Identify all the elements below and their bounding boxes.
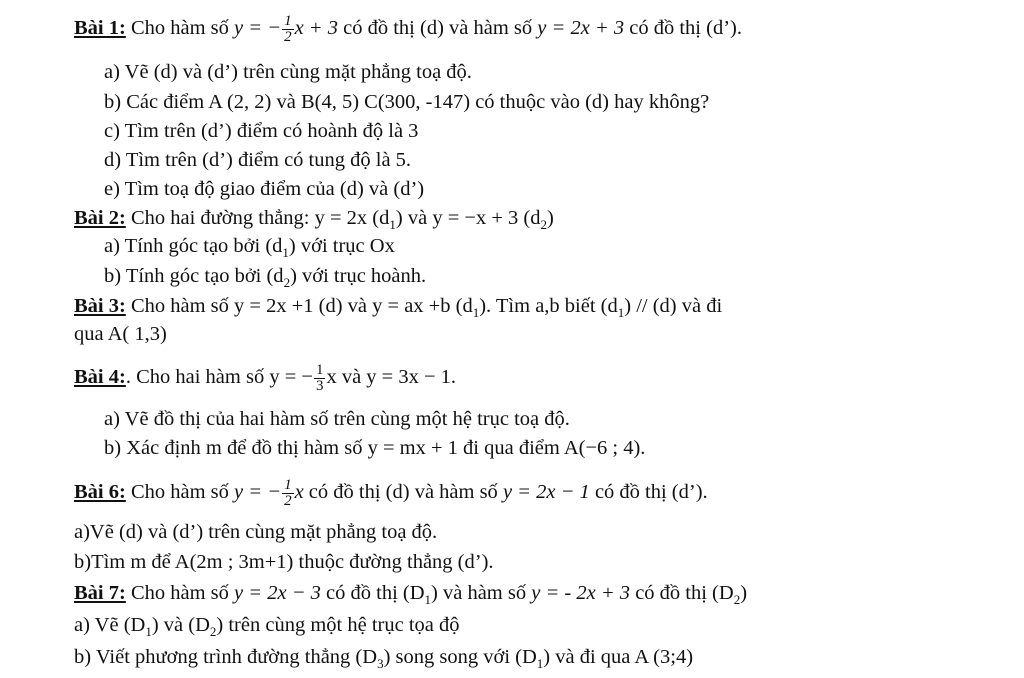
bai1-text-3: có đồ thị (d’). xyxy=(624,17,742,40)
fraction-denominator: 2 xyxy=(284,29,292,45)
text: ) với trục hoành. xyxy=(290,265,427,287)
bai1-item-d: d) Tìm trên (d’) điểm có tung độ là 5. xyxy=(104,149,412,171)
bai1-item-b: b) Các điểm A (2, 2) và B(4, 5) C(300, -147) có thuộc vào (d) hay không? xyxy=(104,91,710,113)
fraction xyxy=(282,478,294,509)
bai2-label: Bài 2: xyxy=(74,207,126,229)
bai4-header xyxy=(74,363,456,394)
bai7-label: Bài 7: xyxy=(74,582,126,604)
bai1-item-a: a) Vẽ (d) và (d’) trên cùng mặt phẳng toạ độ. xyxy=(104,61,472,83)
bai6-text-3: có đồ thị (d’). xyxy=(589,481,708,504)
bai3-text-3: ) // (d) và đi xyxy=(624,295,723,317)
text: ) trên cùng một hệ trục tọa độ xyxy=(216,614,460,636)
bai6-formula-d xyxy=(234,477,304,509)
bai2-item-a xyxy=(104,234,395,265)
bai3-line-2: qua A( 1,3) xyxy=(74,323,167,345)
bai2-text-2: ) và y = −x + 3 (d xyxy=(395,207,541,229)
bai7-header xyxy=(74,581,747,612)
formula-prefix: y = − xyxy=(234,17,282,40)
subscript: 1 xyxy=(145,624,152,640)
bai1-formula-d xyxy=(234,13,338,45)
bai1-item-c: c) Tìm trên (d’) điểm có hoành độ là 3 xyxy=(104,120,419,142)
bai4-item-a: a) Vẽ đồ thị của hai hàm số trên cùng một hệ trục toạ độ. xyxy=(104,408,570,430)
subscript: 1 xyxy=(536,656,544,672)
subscript: 2 xyxy=(540,217,547,233)
bai6-item-b: b)Tìm m để A(2m ; 3m+1) thuộc đường thẳng (d’). xyxy=(74,551,494,573)
bai7-formula-d2: y = - 2x + 3 xyxy=(531,582,631,604)
text: b) Tính góc tạo bởi (d xyxy=(104,265,284,287)
bai1-formula-d-prime: y = 2x + 3 xyxy=(537,17,625,40)
bai7-text-2: có đồ thị (D xyxy=(320,582,425,604)
bai6-text-1: Cho hàm số xyxy=(125,481,235,504)
text: ) và (D xyxy=(151,614,210,636)
subscript: 2 xyxy=(283,275,291,291)
bai7-text-4: có đồ thị (D xyxy=(630,582,734,604)
text: ) và đi qua A (3;4) xyxy=(543,646,694,668)
bai6-text-2: có đồ thị (d) và hàm số xyxy=(303,481,503,504)
bai3-text-2: ). Tìm a,b biết (d xyxy=(479,295,618,317)
bai1-text-1: Cho hàm số xyxy=(125,17,235,40)
fraction-numerator: 1 xyxy=(284,13,292,29)
fraction xyxy=(282,14,294,45)
text: a) Tính góc tạo bởi (d xyxy=(104,235,283,257)
bai6-formula-d-prime: y = 2x − 1 xyxy=(502,481,590,504)
fraction-numerator: 1 xyxy=(284,477,292,493)
bai6-label: Bài 6: xyxy=(74,481,126,504)
fraction xyxy=(314,363,326,394)
bai7-text-1: Cho hàm số xyxy=(125,582,235,604)
bai3-header xyxy=(74,294,722,325)
bai7-text-5: ) xyxy=(740,582,748,604)
bai7-item-b xyxy=(74,645,693,676)
subscript: 2 xyxy=(733,592,741,608)
bai4-item-b: b) Xác định m để đồ thị hàm số y = mx + 1 đi qua điểm A(−6 ; 4). xyxy=(104,437,646,459)
text: b) Viết phương trình đường thẳng (D xyxy=(74,646,378,668)
text: a) Vẽ (D xyxy=(74,614,146,636)
bai1-header xyxy=(74,14,742,45)
text: ) song song với (D xyxy=(383,646,537,668)
bai4-text-2: x và y = 3x − 1. xyxy=(326,366,457,389)
bai3-label: Bài 3: xyxy=(74,295,126,317)
bai7-item-a xyxy=(74,613,459,644)
bai6-item-a: a)Vẽ (d) và (d’) trên cùng mặt phẳng toạ độ. xyxy=(74,521,438,543)
formula-suffix: x + 3 xyxy=(294,17,338,40)
bai1-label: Bài 1: xyxy=(74,17,126,40)
bai3-text-1: Cho hàm số y = 2x +1 (d) và y = ax +b (d xyxy=(125,295,473,317)
fraction-denominator: 3 xyxy=(315,378,324,394)
bai1-text-2: có đồ thị (d) và hàm số xyxy=(338,17,538,40)
subscript: 1 xyxy=(282,245,289,261)
subscript: 1 xyxy=(389,217,396,233)
fraction-numerator: 1 xyxy=(315,362,324,378)
bai7-formula-d1: y = 2x − 3 xyxy=(234,582,321,604)
bai4-label: Bài 4: xyxy=(74,366,126,389)
bai7-text-3: ) và hàm số xyxy=(431,582,532,604)
text: ) với trục Ox xyxy=(288,235,395,257)
bai2-text-1: Cho hai đường thẳng: y = 2x (d xyxy=(125,207,390,229)
subscript: 3 xyxy=(377,656,384,672)
bai1-item-e: e) Tìm toạ độ giao điểm của (d) và (d’) xyxy=(104,178,425,200)
fraction-denominator: 2 xyxy=(284,493,292,509)
bai2-item-b xyxy=(104,264,426,295)
bai6-header xyxy=(74,478,708,509)
bai2-text-3: ) xyxy=(546,207,554,229)
subscript: 1 xyxy=(617,305,625,321)
subscript: 1 xyxy=(424,592,432,608)
subscript: 1 xyxy=(472,305,480,321)
bai2-header xyxy=(74,206,554,237)
bai4-text-1: . Cho hai hàm số y = − xyxy=(125,366,313,389)
formula-suffix: x xyxy=(294,481,304,504)
subscript: 2 xyxy=(209,624,217,640)
formula-prefix: y = − xyxy=(234,481,282,504)
